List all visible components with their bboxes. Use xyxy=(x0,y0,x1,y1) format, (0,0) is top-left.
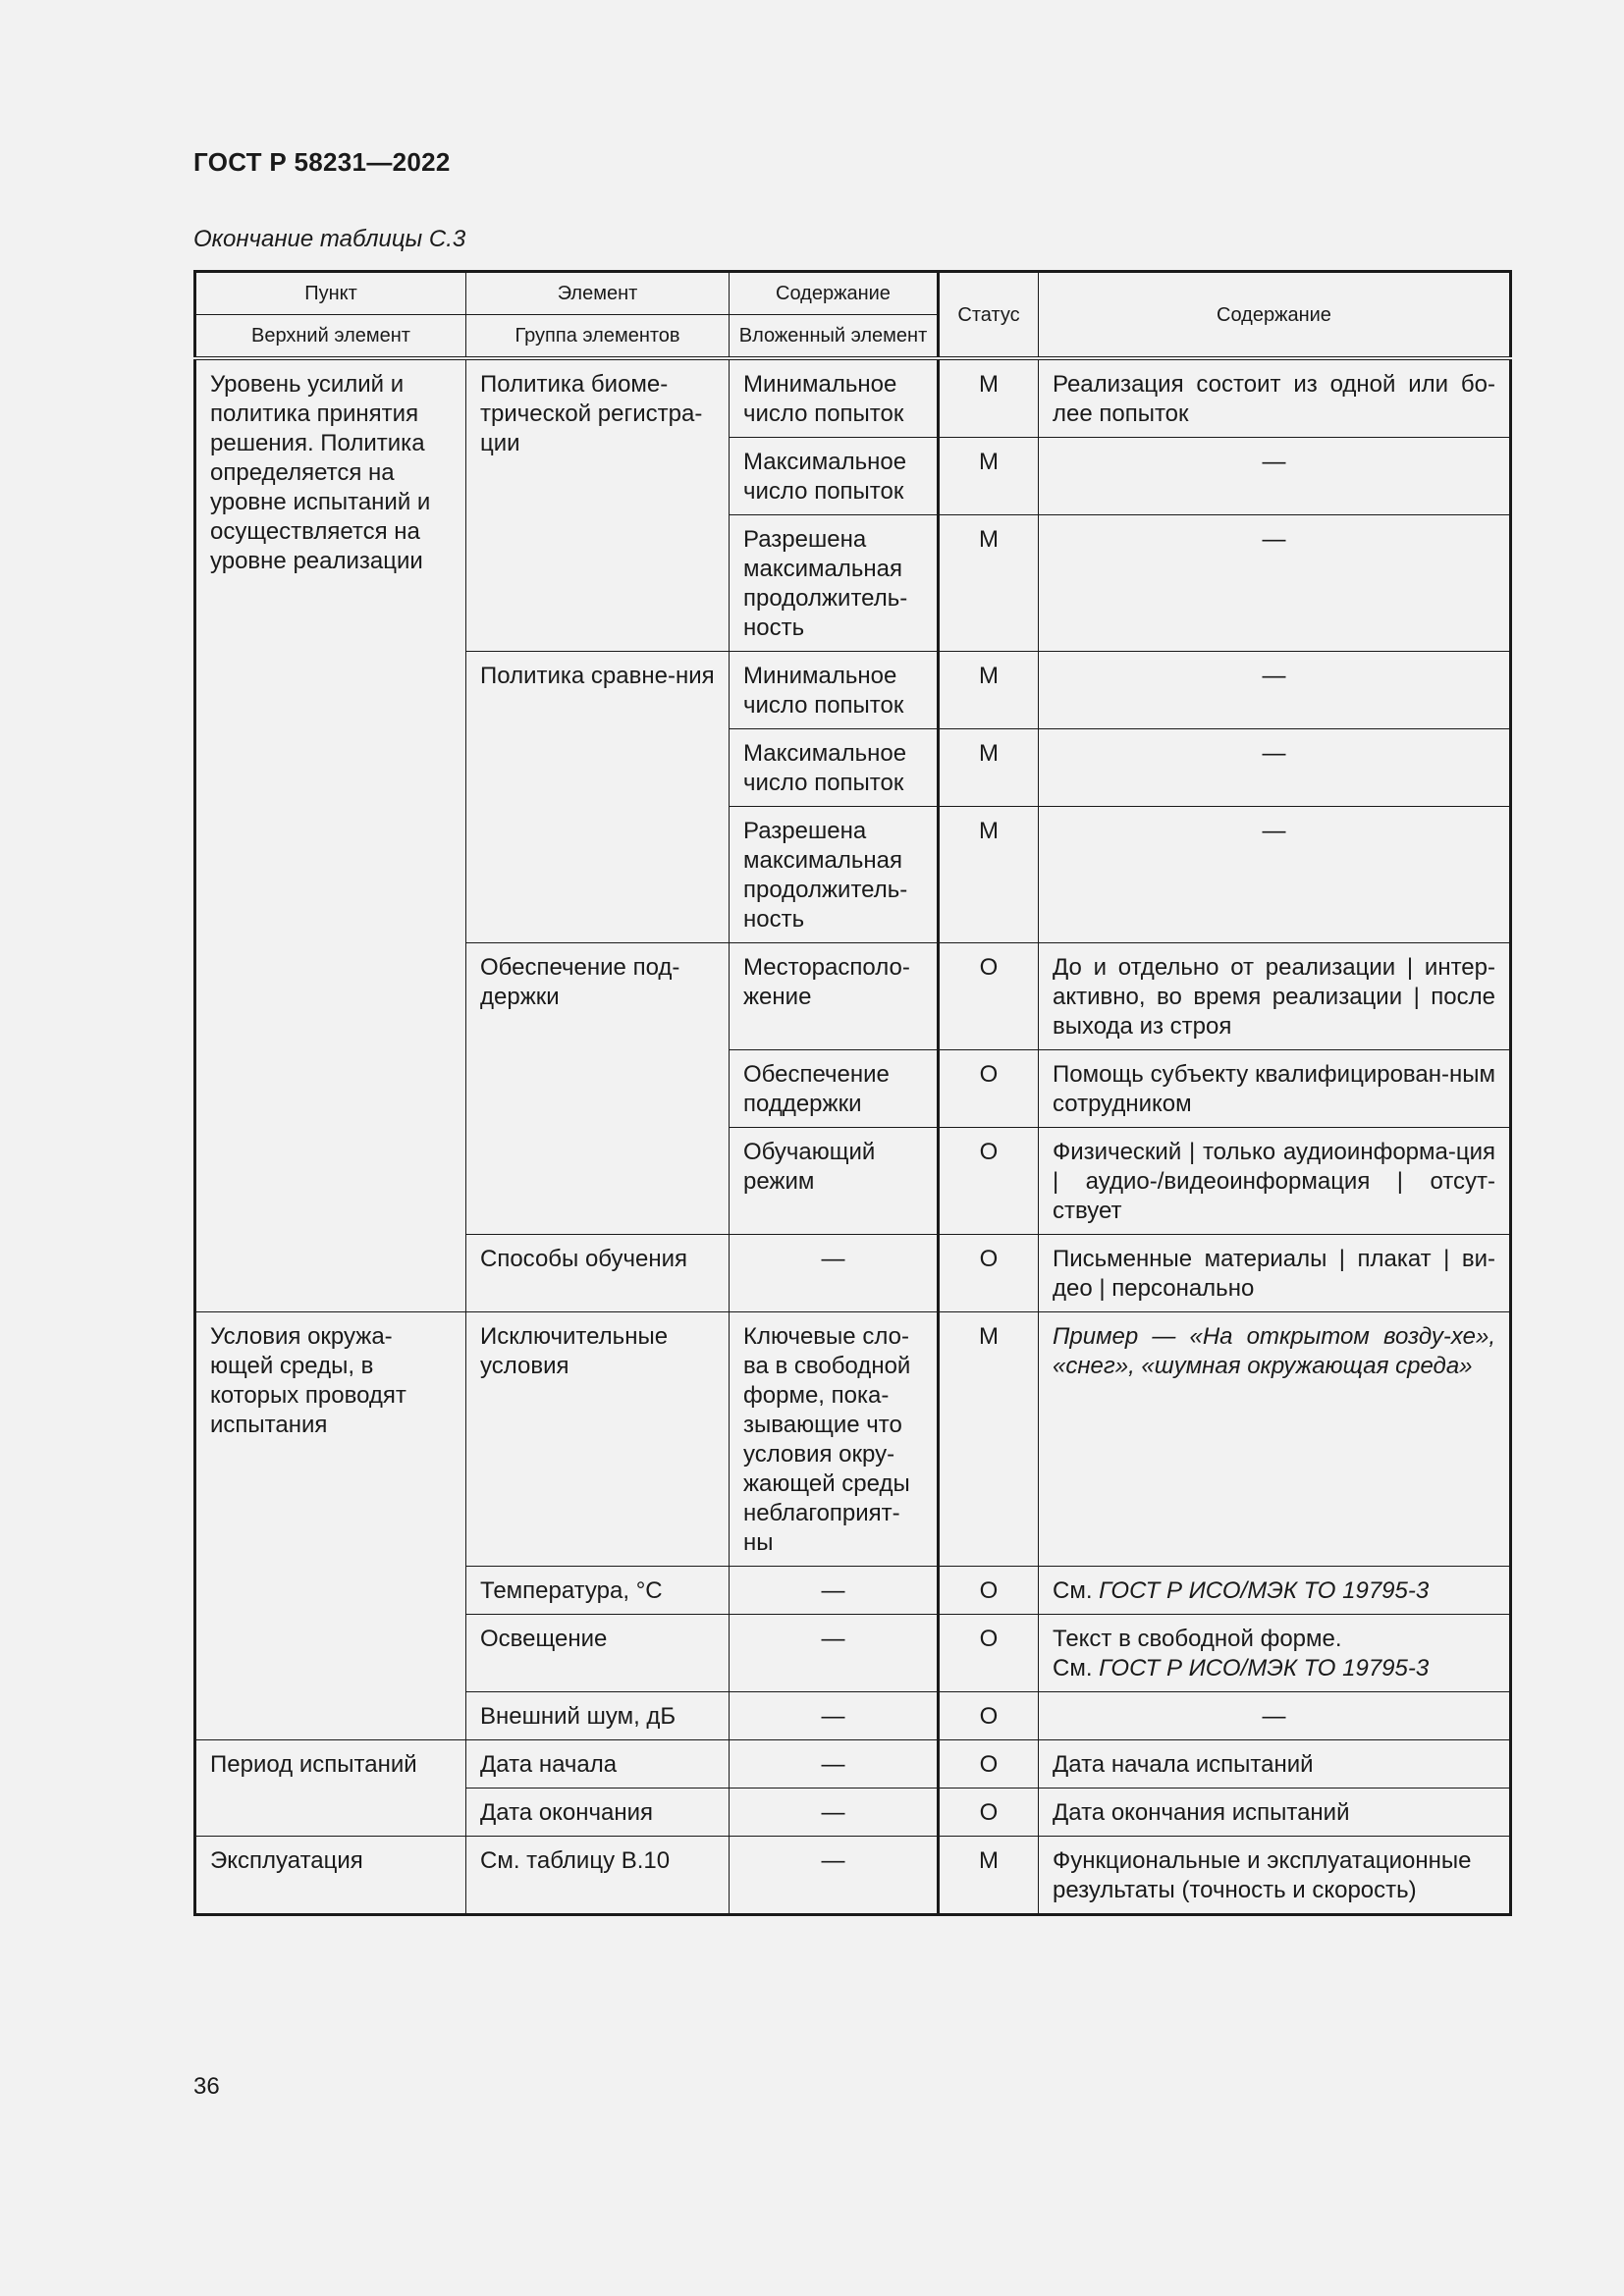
cell-status: М xyxy=(939,807,1039,943)
header-punkt: Пункт xyxy=(195,272,466,315)
cell-status: М xyxy=(939,515,1039,652)
cell-group: Внешний шум, дБ xyxy=(466,1692,730,1740)
table-row xyxy=(195,1837,1511,1915)
cell-content: Реализация состоит из одной или бо-лее попыток xyxy=(1039,358,1511,438)
cell-nested: Разрешена максимальная продолжитель-ность xyxy=(730,807,939,943)
cell-top-element: Период испытаний xyxy=(195,1740,466,1837)
cell-status: О xyxy=(939,1050,1039,1128)
cell-top-element: Уровень усилий и политика принятия решения. Политика определяется на уровне испытаний и осуществляется на уровне реализации xyxy=(195,358,466,1312)
cell-content: — xyxy=(1039,652,1511,729)
cell-group: Исключительные условия xyxy=(466,1312,730,1567)
cell-nested: Максимальное число попыток xyxy=(730,438,939,515)
header-row-1 xyxy=(195,272,1511,315)
header-nested: Вложенный элемент xyxy=(730,315,939,359)
content-prefix: См. xyxy=(1053,1655,1093,1682)
cell-content: Письменные материалы | плакат | ви-део | персонально xyxy=(1039,1235,1511,1312)
cell-nested: Минимальное число попыток xyxy=(730,652,939,729)
header-group: Группа элементов xyxy=(466,315,730,359)
cell-content: До и отдельно от реализации | интер-активно, во время реализации | после выхода из строя xyxy=(1039,943,1511,1050)
cell-group: Политика сравне-ния xyxy=(466,652,730,943)
cell-content: Помощь субъекту квалифицирован-ным сотрудником xyxy=(1039,1050,1511,1128)
content-line: Текст в свободной форме. xyxy=(1053,1626,1342,1652)
cell-content: Пример — «На открытом возду-хе», «снег», «шумная окружающая среда» xyxy=(1039,1312,1511,1567)
cell-group: См. таблицу В.10 xyxy=(466,1837,730,1915)
header-element: Элемент xyxy=(466,272,730,315)
cell-group: Способы обучения xyxy=(466,1235,730,1312)
cell-nested: — xyxy=(730,1235,939,1312)
cell-content: — xyxy=(1039,1692,1511,1740)
cell-nested: Максимальное число попыток xyxy=(730,729,939,807)
cell-status: О xyxy=(939,943,1039,1050)
cell-group: Дата окончания xyxy=(466,1789,730,1837)
table-caption: Окончание таблицы С.3 xyxy=(193,226,466,252)
cell-top-element: Условия окружа-ющей среды, в которых проводят испытания xyxy=(195,1312,466,1740)
header-status: Статус xyxy=(939,272,1039,359)
cell-content: Физический | только аудиоинформа-ция | аудио-/видеоинформация | отсут-ствует xyxy=(1039,1128,1511,1235)
cell-content: — xyxy=(1039,729,1511,807)
cell-status: М xyxy=(939,729,1039,807)
header-soderzhanie: Содержание xyxy=(730,272,939,315)
cell-content: — xyxy=(1039,438,1511,515)
standard-reference: ГОСТ Р ИСО/МЭК ТО 19795-3 xyxy=(1099,1577,1430,1604)
cell-group: Политика биоме-трической регистра-ции xyxy=(466,358,730,652)
spec-table xyxy=(193,270,1512,1916)
cell-status: О xyxy=(939,1692,1039,1740)
cell-nested: Обеспечение поддержки xyxy=(730,1050,939,1128)
cell-group: Обеспечение под-держки xyxy=(466,943,730,1235)
cell-content: Функциональные и эксплуатационные результаты (точность и скорость) xyxy=(1039,1837,1511,1915)
cell-status: О xyxy=(939,1740,1039,1789)
cell-content xyxy=(1039,1615,1511,1692)
standard-reference: ГОСТ Р ИСО/МЭК ТО 19795-3 xyxy=(1099,1655,1430,1682)
table-row xyxy=(195,358,1511,438)
cell-group: Дата начала xyxy=(466,1740,730,1789)
cell-status: М xyxy=(939,358,1039,438)
header-top-element: Верхний элемент xyxy=(195,315,466,359)
cell-nested: — xyxy=(730,1615,939,1692)
document-code: ГОСТ Р 58231—2022 xyxy=(193,147,451,177)
cell-status: М xyxy=(939,1837,1039,1915)
cell-nested: Месторасполо-жение xyxy=(730,943,939,1050)
header-content: Содержание xyxy=(1039,272,1511,359)
content-line xyxy=(1053,1654,1495,1683)
content-prefix: См. xyxy=(1053,1577,1093,1604)
table-row xyxy=(195,1312,1511,1567)
cell-top-element: Эксплуатация xyxy=(195,1837,466,1915)
cell-status: М xyxy=(939,652,1039,729)
cell-status: О xyxy=(939,1235,1039,1312)
cell-status: М xyxy=(939,1312,1039,1567)
cell-nested: — xyxy=(730,1692,939,1740)
cell-status: О xyxy=(939,1567,1039,1615)
table-row xyxy=(195,1740,1511,1789)
cell-nested: Минимальное число попыток xyxy=(730,358,939,438)
cell-status: О xyxy=(939,1128,1039,1235)
cell-nested: — xyxy=(730,1837,939,1915)
cell-nested: — xyxy=(730,1789,939,1837)
cell-nested: — xyxy=(730,1740,939,1789)
cell-nested: Ключевые сло-ва в свободной форме, пока-зывающие что условия окру-жающей среды неблагоприят-ны xyxy=(730,1312,939,1567)
cell-status: М xyxy=(939,438,1039,515)
cell-content: Дата начала испытаний xyxy=(1039,1740,1511,1789)
cell-group: Температура, °С xyxy=(466,1567,730,1615)
cell-content: — xyxy=(1039,807,1511,943)
cell-content xyxy=(1039,1567,1511,1615)
cell-nested: Обучающий режим xyxy=(730,1128,939,1235)
cell-group: Освещение xyxy=(466,1615,730,1692)
cell-nested: — xyxy=(730,1567,939,1615)
cell-status: О xyxy=(939,1789,1039,1837)
cell-nested: Разрешена максимальная продолжитель-ность xyxy=(730,515,939,652)
cell-content: Дата окончания испытаний xyxy=(1039,1789,1511,1837)
cell-content: — xyxy=(1039,515,1511,652)
page-number: 36 xyxy=(193,2073,220,2100)
cell-status: О xyxy=(939,1615,1039,1692)
